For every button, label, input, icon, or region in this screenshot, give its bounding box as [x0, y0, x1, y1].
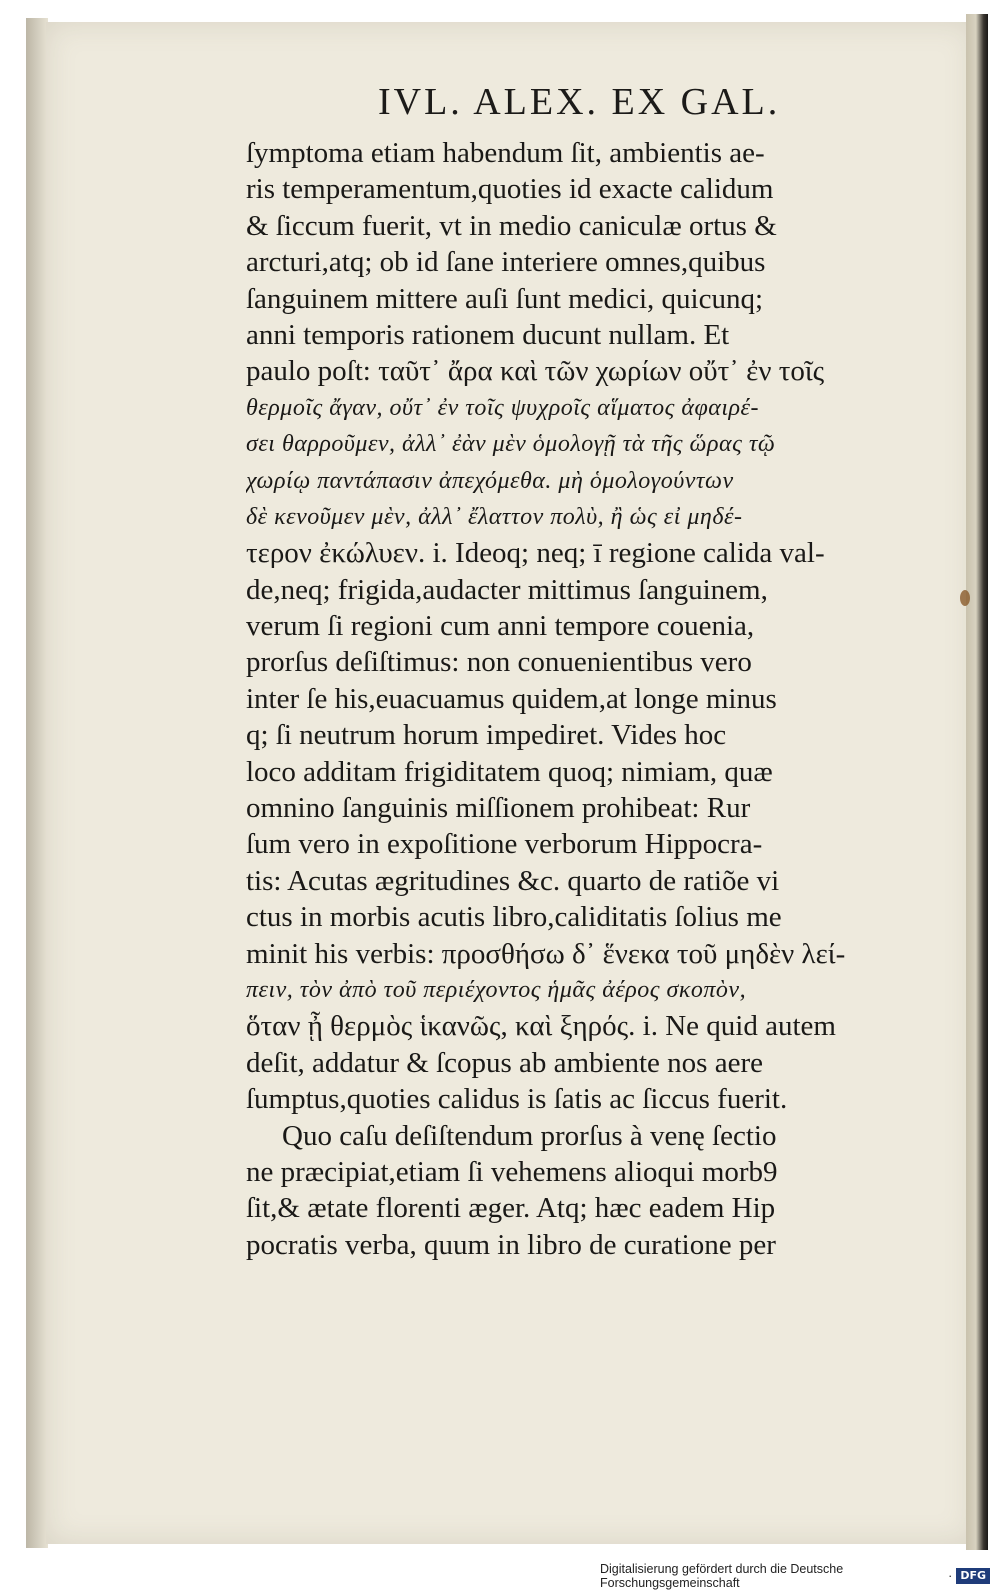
book-edge-left	[26, 18, 48, 1548]
text-line: τερον ἐκώλυεν. i. Ideoq; neq; ī regione calida val-	[246, 537, 825, 570]
text-line: χωρίῳ παντάπασιν ἀπεχόμεθα. μὴ ὁμολογούντων	[246, 467, 734, 494]
dfg-logo[interactable]: DFG	[956, 1568, 990, 1584]
text-line: inter ſe his,euacuamus quidem,at longe minus	[246, 682, 777, 715]
text-line: prorſus deſiſtimus: non conuenientibus vero	[246, 646, 752, 679]
text-line: verum ſi regioni cum anni tempore couenia,	[246, 610, 755, 643]
text-line: ſymptoma etiam habendum ſit, ambientis ae-	[246, 137, 765, 169]
book-edge-right	[966, 14, 988, 1550]
text-line: tis: Acutas ægritudines &c. quarto de ratiõe vi	[246, 864, 780, 897]
body-text	[246, 135, 936, 1263]
footer-text: Digitalisierung gefördert durch die Deutsche Forschungsgemeinschaft	[600, 1562, 844, 1590]
text-line: deſit, addatur & ſcopus ab ambiente nos aere	[246, 1046, 763, 1079]
text-line: δὲ κενοῦμεν μὲν, ἀλλ᾽ ἔλαττον πολὺ, ἢ ὡς εἰ μηδέ-	[246, 503, 743, 530]
text-line: Quo caſu deſiſtendum prorſus à venę ſectio	[282, 1119, 777, 1152]
text-line: minit his verbis: προσθήσω δ᾽ ἕνεκα τοῦ μηδὲν λεί-	[246, 937, 846, 970]
text-line: ſumptus,quoties calidus is ſatis ac ſiccus fuerit.	[246, 1083, 788, 1116]
text-line: pocratis verba, quum in libro de curatione per	[246, 1228, 776, 1261]
text-line: ſanguinem mittere auſi ſunt medici, quicunq;	[246, 282, 764, 315]
text-line: ὅταν ᾖ θερμὸς ἱκανῶς, καὶ ξηρός. i. Ne quid autem	[246, 1010, 836, 1043]
text-line: ris temperamentum,quoties id exacte calidum	[246, 173, 774, 206]
text-line: ſum vero in expoſitione verborum Hippocra-	[246, 828, 763, 861]
digitization-footer: Digitalisierung gefördert durch die Deutsche Forschungsgemeinschaft · DFG	[600, 1566, 990, 1586]
running-head: IVL. ALEX. EX GAL.	[378, 81, 781, 123]
text-line: πειν, τὸν ἀπὸ τοῦ περιέχοντος ἡμᾶς ἀέρος σκοπὸν,	[246, 976, 747, 1003]
text-line: anni temporis rationem ducunt nullam. Et	[246, 318, 730, 351]
text-line: arcturi,atq; ob id ſane interiere omnes,quibus	[246, 246, 766, 279]
text-line: ctus in morbis acutis libro,caliditatis ſolius me	[246, 901, 782, 934]
text-line: paulo poſt: ταῦτ᾽ ἄρα καὶ τῶν χωρίων οὔτ᾽ ἐν τοῖς	[246, 355, 825, 388]
text-line: ſit,& ætate florenti æger. Atq; hæc eadem Hip	[246, 1192, 776, 1225]
text-line: ne præcipiat,etiam ſi vehemens alioqui morb9	[246, 1155, 778, 1188]
text-line: loco additam frigiditatem quoq; nimiam, quæ	[246, 755, 773, 788]
text-line: de,neq; frigida,audacter mittimus ſanguinem,	[246, 573, 768, 606]
text-line: q; ſi neutrum horum impediret. Vides hoc	[246, 719, 727, 752]
text-line: omnino ſanguinis miſſionem prohibeat: Rur	[246, 792, 751, 825]
text-line: σει θαρροῦμεν, ἀλλ᾽ ἐὰν μὲν ὁμολογῇ τὰ τῆς ὥρας τῷ	[246, 431, 776, 458]
ink-stain	[960, 590, 970, 606]
text-line: & ſiccum fuerit, vt in medio caniculæ ortus &	[246, 209, 777, 242]
text-line: θερμοῖς ἄγαν, οὔτ᾽ ἐν τοῖς ψυχροῖς αἵματος ἀφαιρέ-	[246, 394, 759, 421]
